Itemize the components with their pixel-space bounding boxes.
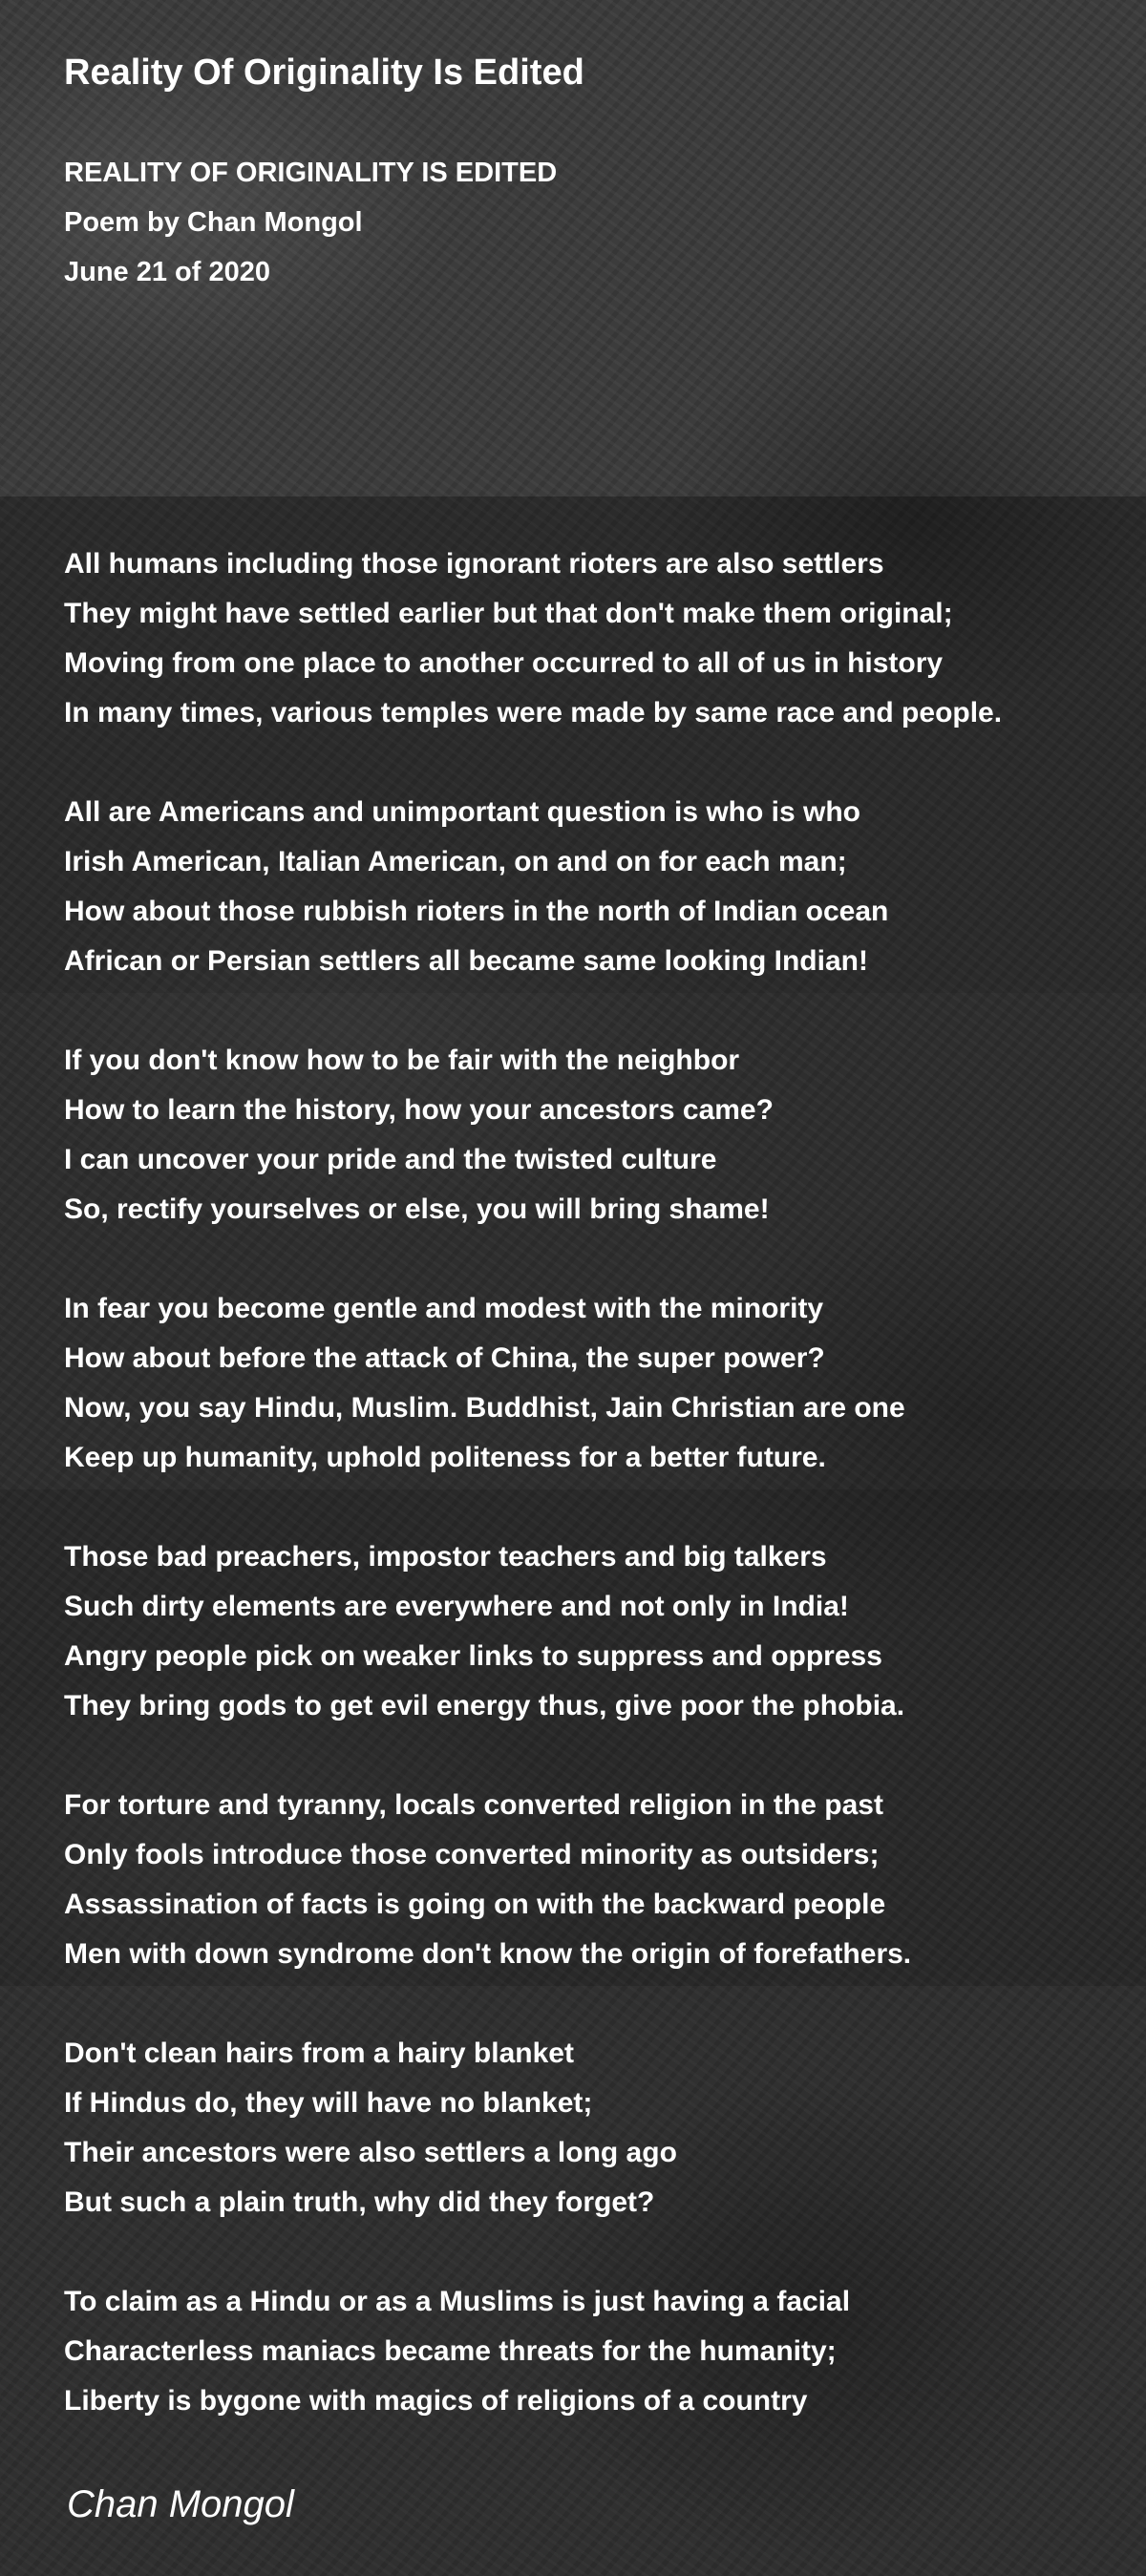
poem-line: African or Persian settlers all became same looking Indian! (64, 945, 868, 977)
page-title: Reality Of Originality Is Edited (64, 53, 584, 93)
poem-line: So, rectify yourselves or else, you will bring shame! (64, 1193, 770, 1225)
poem-line: They bring gods to get evil energy thus, give poor the phobia. (64, 1690, 905, 1721)
poem-line: Assassination of facts is going on with the backward people (64, 1889, 886, 1920)
poem-line: Men with down syndrome don't know the origin of forefathers. (64, 1938, 912, 1970)
poem-line: How about before the attack of China, the super power? (64, 1342, 825, 1374)
poem-line: All humans including those ignorant rioters are also settlers (64, 548, 884, 580)
poem-line: For torture and tyranny, locals converted religion in the past (64, 1789, 883, 1821)
poem-line: Moving from one place to another occurred to all of us in history (64, 647, 944, 679)
poem-line: Such dirty elements are everywhere and not only in India! (64, 1591, 849, 1622)
poem-line: Angry people pick on weaker links to suppress and oppress (64, 1640, 882, 1672)
poem-stanza (64, 1781, 1002, 1979)
poem-line: Don't clean hairs from a hairy blanket (64, 2038, 574, 2069)
poem-line: I can uncover your pride and the twisted culture (64, 1144, 717, 1175)
poem-stanza (64, 1036, 1002, 1235)
poem-line: Irish American, Italian American, on and on for each man; (64, 846, 847, 877)
poem-byline: Poem by Chan Mongol (64, 207, 363, 238)
poem-line: In fear you become gentle and modest with the minority (64, 1293, 824, 1324)
poem-date: June 21 of 2020 (64, 257, 270, 287)
poem-stanza (64, 788, 1002, 986)
poem-line: All are Americans and unimportant question is who is who (64, 796, 861, 828)
poem-body (64, 539, 1002, 2476)
poem-line: How to learn the history, how your ancestors came? (64, 1094, 774, 1126)
poem-stanza (64, 2277, 1002, 2426)
poem-stanza (64, 539, 1002, 738)
poem-line: If you don't know how to be fair with the neighbor (64, 1045, 740, 1076)
poem-line: How about those rubbish rioters in the north of Indian ocean (64, 896, 889, 927)
poem-line: Keep up humanity, uphold politeness for a better future. (64, 1442, 826, 1473)
poem-line: Those bad preachers, impostor teachers and big talkers (64, 1541, 827, 1573)
poem-line: Only fools introduce those converted minority as outsiders; (64, 1839, 880, 1870)
author-signature: Chan Mongol (67, 2483, 294, 2525)
poem-line: Characterless maniacs became threats for the humanity; (64, 2335, 837, 2367)
poem-line: If Hindus do, they will have no blanket; (64, 2087, 593, 2119)
poem-stanza (64, 1284, 1002, 1483)
poem-line: To claim as a Hindu or as a Muslims is just having a facial (64, 2286, 851, 2317)
poem-line: Liberty is bygone with magics of religions of a country (64, 2385, 808, 2417)
poem-stanza (64, 2029, 1002, 2228)
poem-line: But such a plain truth, why did they forget? (64, 2186, 655, 2218)
poem-meta (64, 148, 557, 297)
poem-line: Their ancestors were also settlers a long ago (64, 2137, 677, 2168)
poem-heading: REALITY OF ORIGINALITY IS EDITED (64, 158, 558, 188)
poem-line: Now, you say Hindu, Muslim. Buddhist, Jain Christian are one (64, 1392, 905, 1424)
poem-line: They might have settled earlier but that don't make them original; (64, 598, 953, 629)
poem-stanza (64, 1532, 1002, 1731)
poem-line: In many times, various temples were made by same race and people. (64, 697, 1003, 728)
